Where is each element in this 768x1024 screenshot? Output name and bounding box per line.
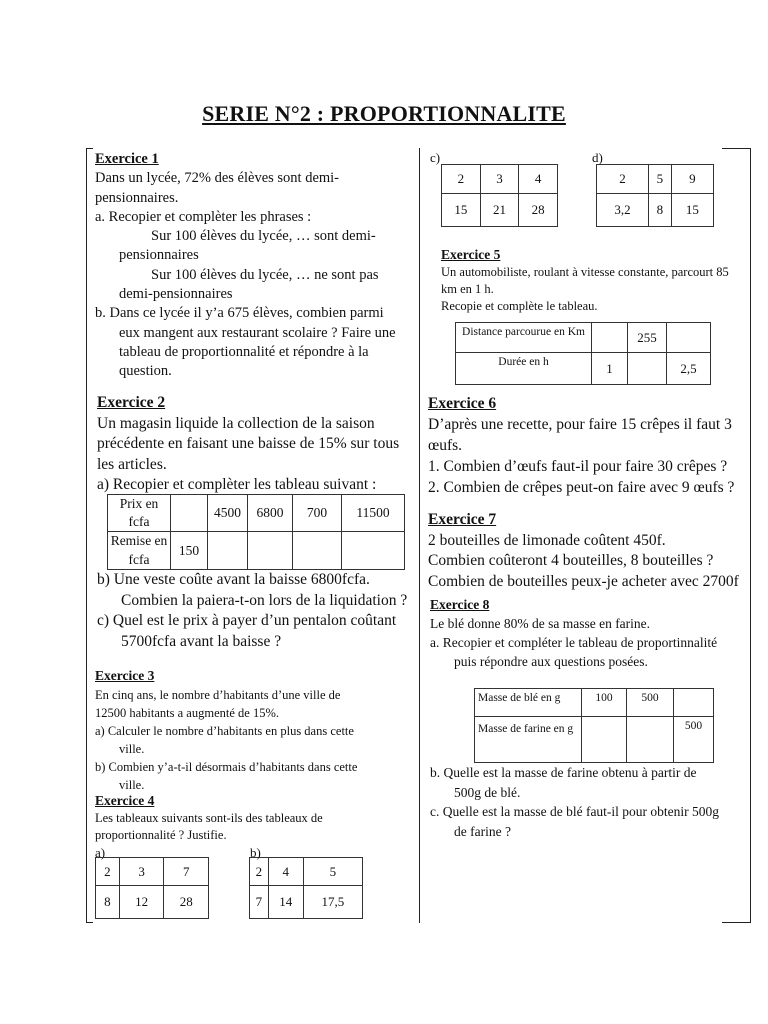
exercise-4-heading: Exercice 4 — [95, 793, 155, 808]
table-cell: 500 — [627, 689, 674, 717]
table-cell: 8 — [649, 194, 672, 227]
table-cell: 5 — [303, 858, 362, 886]
table-c-label: c) — [430, 150, 441, 165]
table-cell: 4 — [519, 165, 558, 194]
exercise-7-line-3: Combien de bouteilles peux-je acheter avec 2700f — [428, 572, 739, 590]
exercise-7-line-1: 2 bouteilles de limonade coûtent 450f. — [428, 531, 666, 549]
table-cell: 1 — [592, 353, 628, 385]
exercise-3-question-b: b) Combien y’a-t-il désormais d’habitants dans cette ville. — [95, 760, 358, 793]
exercise-5-heading: Exercice 5 — [441, 247, 501, 262]
table-cell: 2 — [250, 858, 269, 886]
table-cell: Prix en fcfa — [108, 495, 171, 532]
table-cell: 500 — [674, 717, 714, 763]
exercise-1-question-b: b. Dans ce lycée il y’a 675 élèves, combien parmi eux mangent aux restaurant scolaire ? Faire une tableau de proportionnalité et répondre à la question. — [95, 305, 396, 380]
wheat-flour-table — [474, 688, 714, 763]
distance-duration-table — [455, 322, 711, 385]
exercise-8-question-c: c. Quelle est la masse de blé faut-il pour obtenir 500g de farine ? — [430, 804, 720, 839]
table-cell: 6800 — [248, 495, 293, 532]
table-cell: 2 — [442, 165, 481, 194]
table-cell: 3 — [480, 165, 519, 194]
table-cell: 100 — [582, 689, 627, 717]
exercise-8-question-b: b. Quelle est la masse de farine obtenu à partir de 500g de blé. — [430, 765, 697, 800]
table-cell: 15 — [671, 194, 713, 227]
table-cell: Remise en fcfa — [108, 532, 171, 569]
table-cell: 2 — [597, 165, 649, 194]
exercise-1-sentence-2-text: Sur 100 élèves du lycée, … ne sont pas demi-pensionnaires — [119, 266, 379, 302]
exercise-1-heading: Exercice 1 — [95, 151, 159, 167]
table-c — [441, 164, 558, 227]
table-cell: Distance parcourue en Km — [456, 323, 592, 353]
exercise-2 — [97, 393, 412, 496]
exercise-7-line-2: Combien coûteront 4 bouteilles, 8 bouteilles ? — [428, 552, 714, 570]
exercise-7 — [428, 510, 748, 592]
exercise-8-questions — [430, 763, 720, 841]
exercise-8-question-a: a. Recopier et compléter le tableau de proportinnalité puis répondre aux questions posées. — [430, 635, 718, 670]
exercise-1-intro: Dans un lycée, 72% des élèves sont demi-pensionnaires. — [95, 170, 340, 206]
table-cell: 15 — [442, 194, 481, 227]
table-cell — [171, 495, 208, 532]
exercise-6-question-2: 2. Combien de crêpes peut-on faire avec 9 œufs ? — [428, 478, 735, 496]
table-cell: 14 — [268, 886, 303, 919]
table-cell — [667, 323, 711, 353]
table-cell: 28 — [164, 886, 209, 919]
exercise-4-intro: Les tableaux suivants sont-ils des tableaux de proportionnalité ? Justifie. — [95, 811, 323, 843]
table-cell — [248, 532, 293, 569]
table-cell: Masse de blé en g — [475, 689, 582, 717]
exercise-1-sentence-1 — [95, 227, 407, 266]
exercise-2-questions — [97, 570, 409, 652]
exercise-2-question-c: c) Quel est le prix à payer d’un pentalon coûtant 5700fcfa avant la baisse ? — [97, 612, 397, 650]
table-cell — [628, 353, 667, 385]
table-cell: 17,5 — [303, 886, 362, 919]
table-cell: 3,2 — [597, 194, 649, 227]
table-cell: 11500 — [342, 495, 405, 532]
table-cell: 7 — [164, 858, 209, 886]
table-cell: 2,5 — [667, 353, 711, 385]
exercise-4 — [95, 792, 335, 844]
table-a — [95, 857, 209, 919]
page-title: SERIE N°2 : PROPORTIONNALITE — [202, 101, 566, 126]
exercise-1 — [95, 150, 407, 381]
exercise-2-intro: Un magasin liquide la collection de la saison précédente en faisant une baisse de 15% sur tous les articles. — [97, 414, 400, 473]
exercise-8-heading: Exercice 8 — [430, 597, 490, 612]
exercise-1-question-a: a. Recopier et complèter les phrases : — [95, 208, 312, 225]
table-cell: Durée en h — [456, 353, 592, 385]
table-cell: 7 — [250, 886, 269, 919]
table-cell — [208, 532, 248, 569]
exercise-1-sentence-1-text: Sur 100 élèves du lycée, … sont demi-pensionnaires — [119, 228, 376, 264]
table-cell — [293, 532, 342, 569]
exercise-2-heading: Exercice 2 — [97, 394, 166, 411]
exercise-6-heading: Exercice 6 — [428, 395, 497, 412]
exercise-6 — [428, 394, 748, 499]
table-a-label: a) — [95, 845, 106, 860]
table-b-label: b) — [250, 845, 261, 860]
table-cell: 255 — [628, 323, 667, 353]
exercise-6-question-1: 1. Combien d’œufs faut-il pour faire 30 crêpes ? — [428, 457, 728, 475]
exercise-3 — [95, 666, 365, 794]
table-b — [249, 857, 363, 919]
exercise-1-sentence-2 — [95, 266, 407, 305]
exercise-5-intro: Un automobiliste, roulant à vitesse constante, parcourt 85 km en 1 h. — [441, 265, 729, 297]
exercise-5 — [441, 246, 731, 315]
exercise-6-intro: D’après une recette, pour faire 15 crêpes il faut 3 œufs. — [428, 415, 732, 454]
table-cell: 700 — [293, 495, 342, 532]
table-cell: 4500 — [208, 495, 248, 532]
table-cell: 3 — [119, 858, 164, 886]
table-cell: 150 — [171, 532, 208, 569]
table-cell — [627, 717, 674, 763]
table-cell: 9 — [671, 165, 713, 194]
table-cell — [674, 689, 714, 717]
table-cell: 28 — [519, 194, 558, 227]
table-cell: 21 — [480, 194, 519, 227]
table-cell: 4 — [268, 858, 303, 886]
exercise-5-task: Recopie et complète le tableau. — [441, 298, 598, 313]
table-d — [596, 164, 714, 227]
table-cell: 5 — [649, 165, 672, 194]
exercise-2-question-a: a) Recopier et complèter les tableau suivant : — [97, 476, 377, 494]
table-cell — [592, 323, 628, 353]
table-cell — [582, 717, 627, 763]
exercise-2-question-b: b) Une veste coûte avant la baisse 6800fcfa. Combien la paiera-t-on lors de la liquidation ? — [97, 571, 408, 609]
exercise-8 — [430, 595, 730, 672]
table-cell: Masse de farine en g — [475, 717, 582, 763]
exercise-3-intro: En cinq ans, le nombre d’habitants d’une ville de 12500 habitants a augmenté de 15%. — [95, 687, 341, 720]
table-cell: 2 — [96, 858, 120, 886]
table-cell — [342, 532, 405, 569]
exercise-3-question-a: a) Calculer le nombre d’habitants en plus dans cette ville. — [95, 723, 354, 756]
table-d-label: d) — [592, 150, 603, 165]
exercise-3-heading: Exercice 3 — [95, 668, 155, 683]
table-cell: 12 — [119, 886, 164, 919]
price-discount-table — [107, 494, 405, 570]
exercise-7-heading: Exercice 7 — [428, 511, 497, 528]
table-cell: 8 — [96, 886, 120, 919]
exercise-8-intro: Le blé donne 80% de sa masse en farine. — [430, 616, 651, 632]
